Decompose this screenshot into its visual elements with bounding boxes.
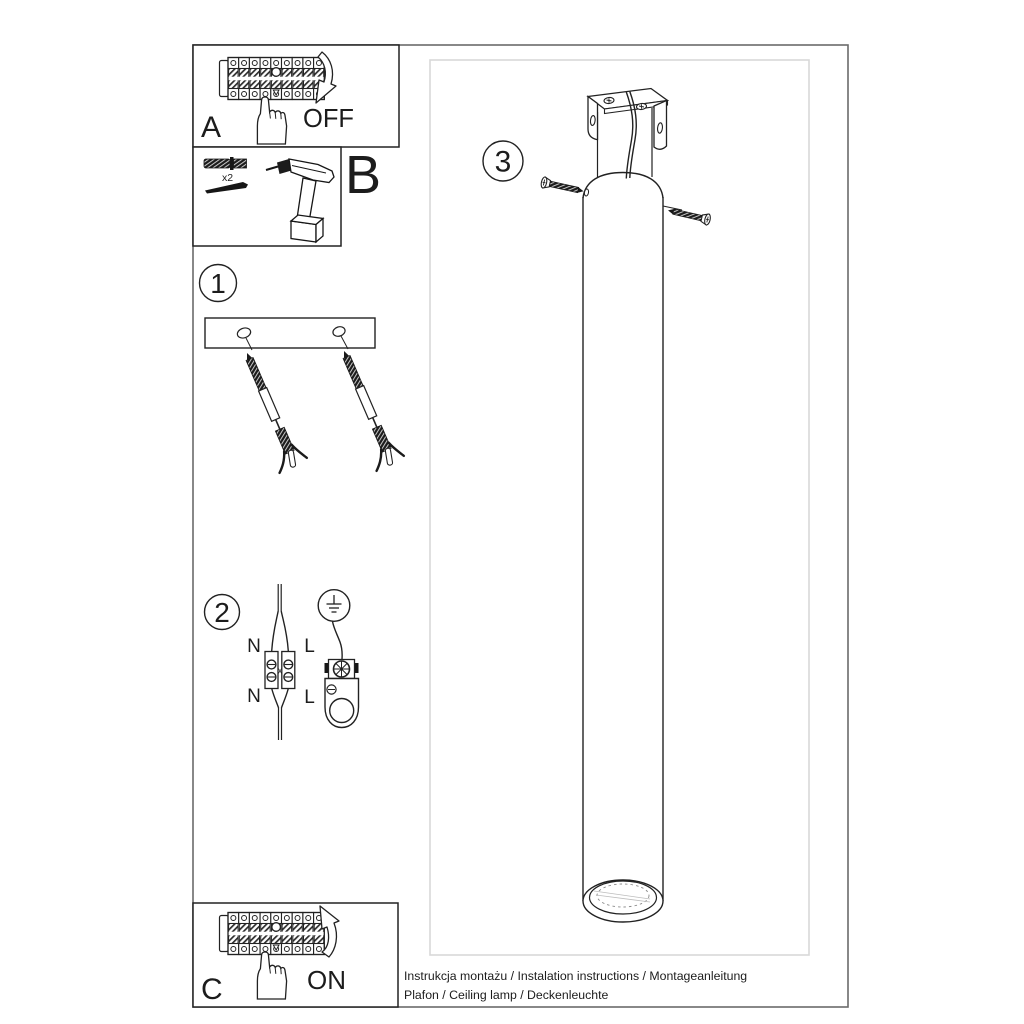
- power-on-panel: [193, 903, 398, 1007]
- lamp-area-border: [430, 60, 809, 955]
- on-label: ON: [307, 965, 346, 995]
- step3-section: [483, 89, 711, 923]
- footer-line2: Plafon / Ceiling lamp / Deckenleuchte: [404, 988, 609, 1002]
- wall-plug-icon: [204, 157, 247, 170]
- live-top-label: L: [304, 636, 315, 657]
- wire-diagram: [247, 584, 315, 740]
- step2-number: 2: [214, 597, 230, 628]
- breaker-panel-illustration: [220, 913, 325, 955]
- anchor-assembly-right: [328, 346, 405, 472]
- neutral-top-label: N: [247, 636, 261, 657]
- step1-section: [200, 265, 406, 474]
- lamp-tube: [583, 173, 663, 902]
- panel-a-label: A: [201, 111, 222, 144]
- step2-section: [205, 584, 359, 740]
- off-label: OFF: [303, 105, 354, 133]
- ground-symbol-icon: [318, 590, 350, 622]
- step3-number: 3: [494, 145, 512, 179]
- panel-c-label: C: [201, 973, 223, 1006]
- breaker-panel-illustration: [220, 58, 325, 100]
- anchor-assembly-left: [231, 348, 308, 474]
- lamp-bottom-opening: [583, 880, 663, 922]
- footer: [404, 969, 747, 1002]
- power-off-panel: [193, 45, 399, 147]
- ground-terminal-icon: [325, 622, 359, 728]
- fixing-screw-left: [540, 176, 585, 196]
- neutral-bottom-label: N: [247, 686, 261, 707]
- footer-line1: Instrukcja montażu / Instalation instructions / Montageanleitung: [404, 969, 748, 983]
- panel-b-label: B: [345, 145, 382, 205]
- live-bottom-label: L: [304, 687, 315, 708]
- step1-number-badge: [200, 265, 237, 302]
- terminal-block: [265, 652, 295, 689]
- junction-mark: x: [277, 665, 283, 676]
- mounting-bar: [205, 318, 375, 348]
- tools-panel: [193, 145, 381, 246]
- step2-number-badge: [205, 595, 240, 630]
- anchor-count-label: x2: [222, 172, 234, 184]
- step1-number: 1: [210, 268, 226, 299]
- step3-number-badge: [483, 141, 523, 181]
